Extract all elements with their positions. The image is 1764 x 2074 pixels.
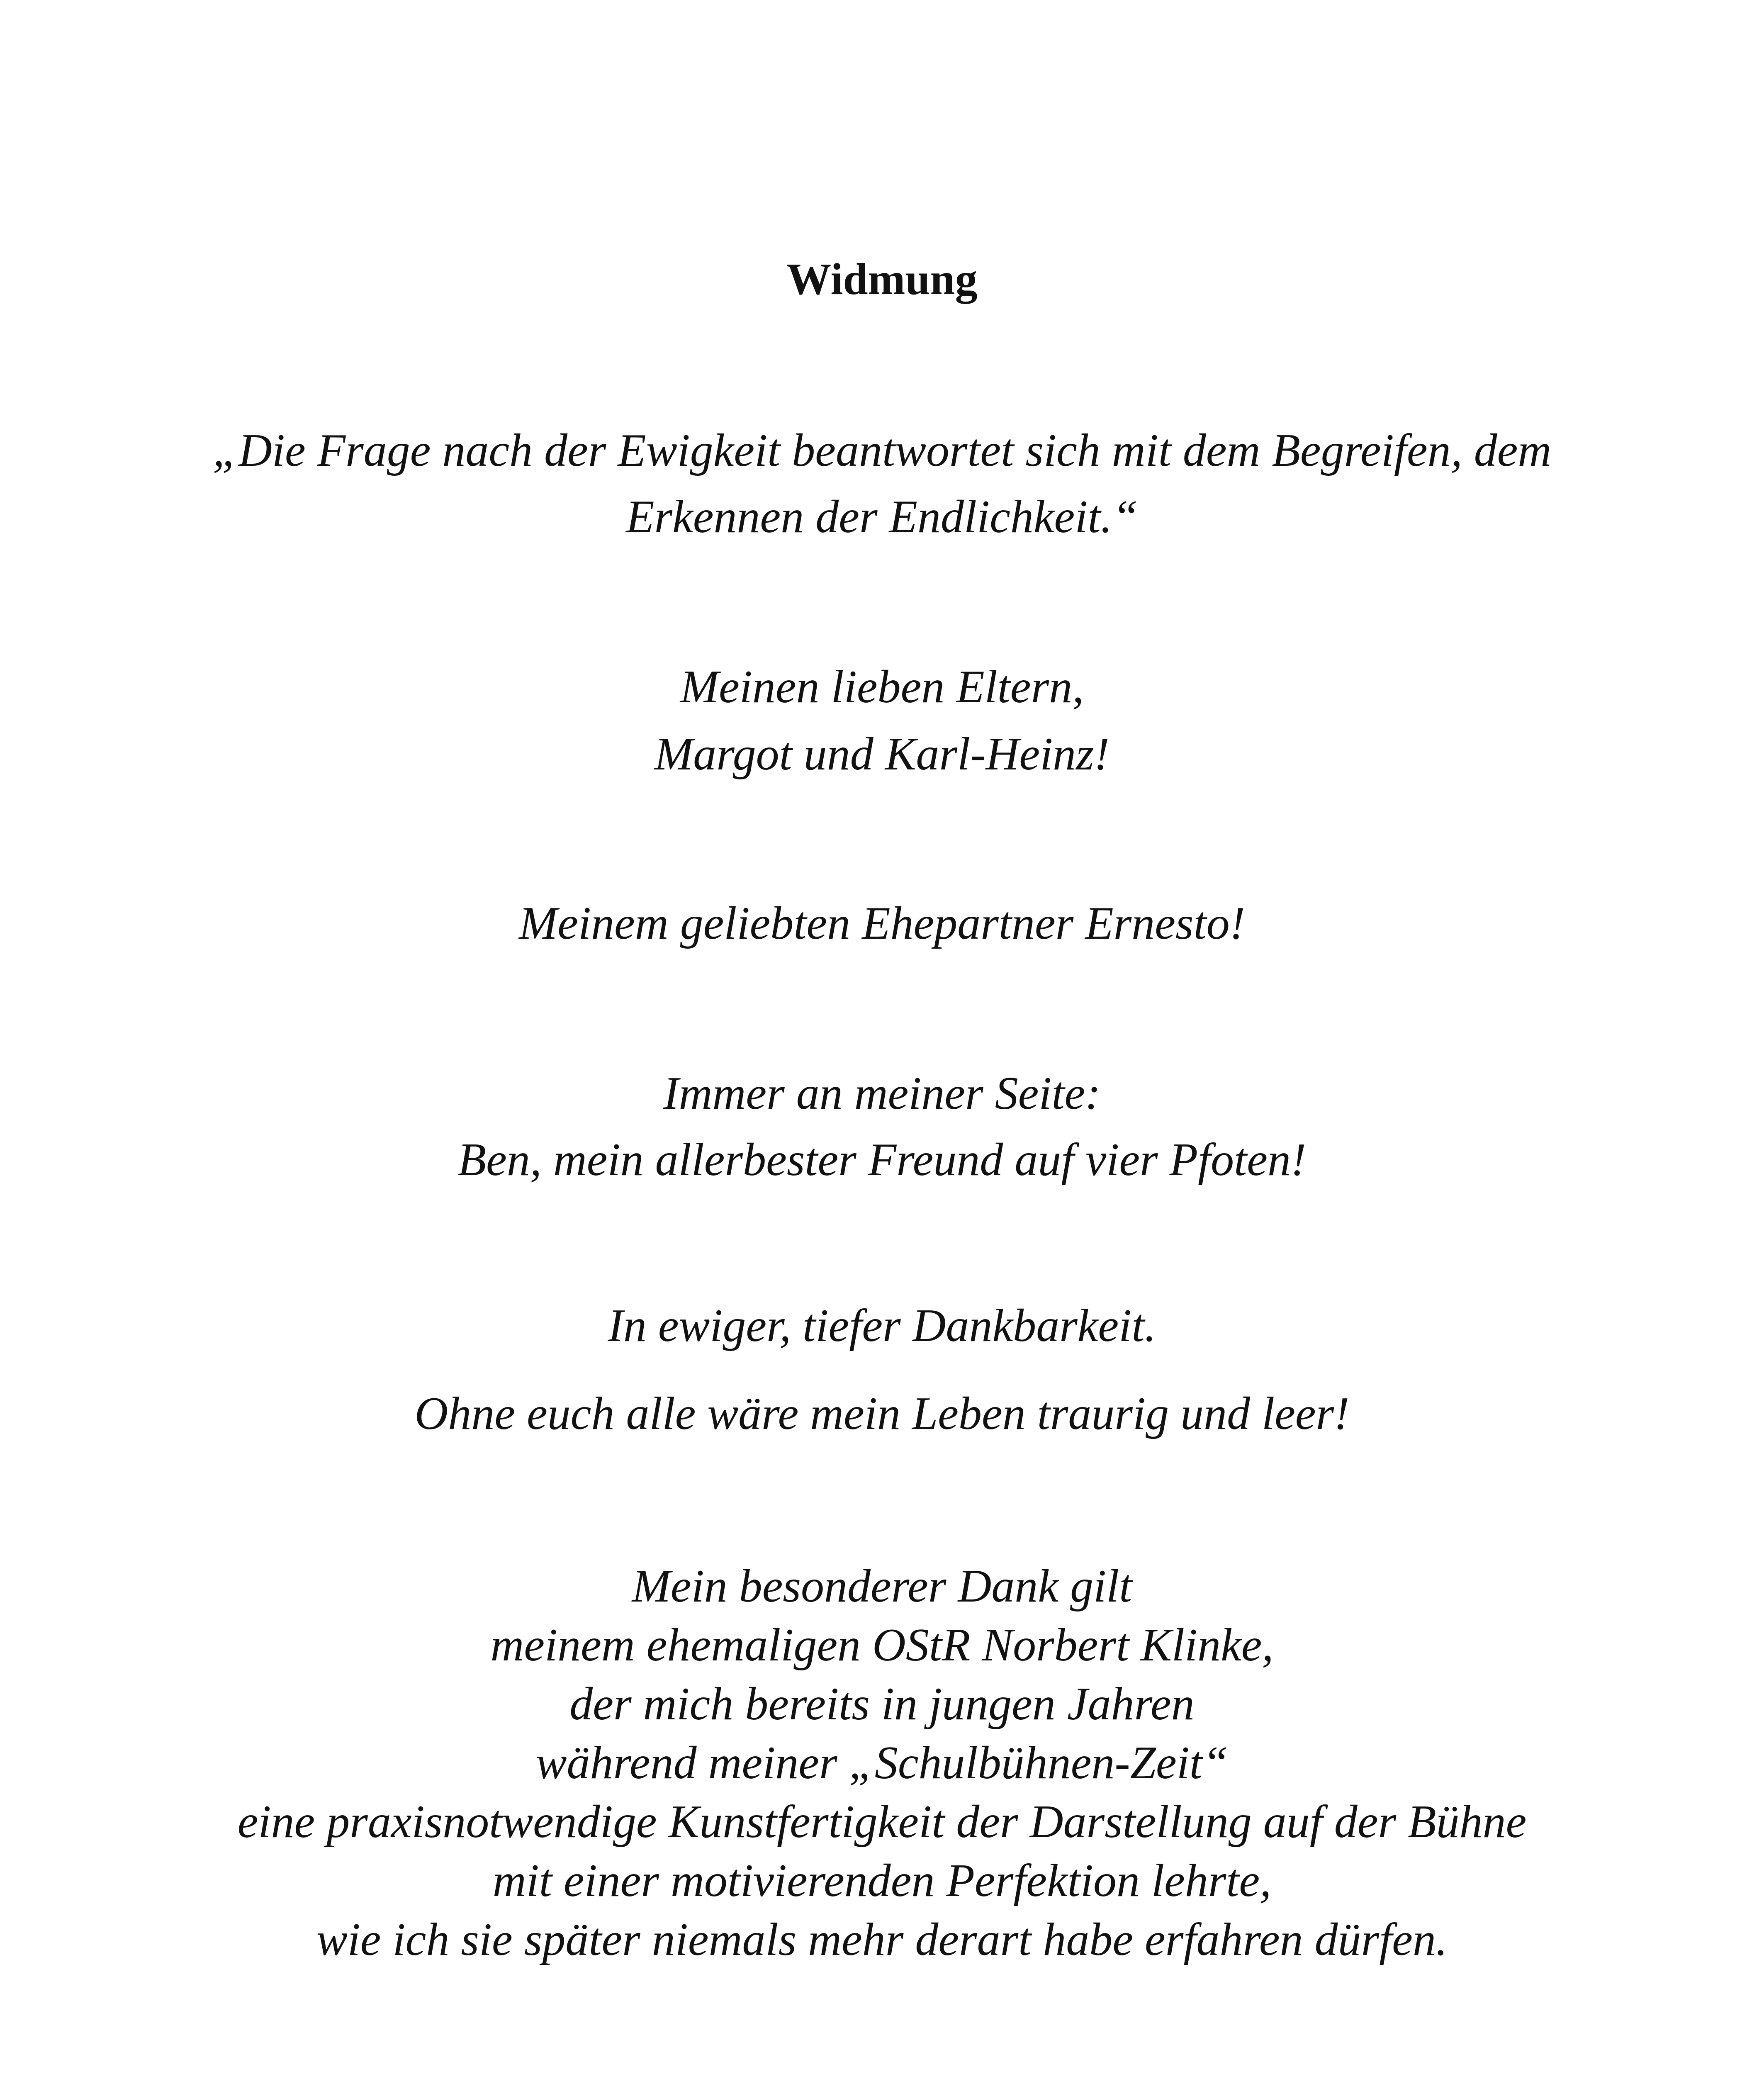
- special-thanks-line: der mich bereits in jungen Jahren: [569, 1678, 1195, 1730]
- gratitude-line-2: Ohne euch alle wäre mein Leben traurig und leer!: [414, 1388, 1350, 1439]
- special-thanks-line: eine praxisnotwendige Kunstfertigkeit der Darstellung auf der Bühne: [237, 1796, 1527, 1848]
- special-thanks-line: meinem ehemaligen OStR Norbert Klinke,: [490, 1619, 1274, 1671]
- dog-line-1: Immer an meiner Seite:: [663, 1068, 1101, 1119]
- special-thanks-line: mit einer motivierenden Perfektion lehrte,: [492, 1855, 1272, 1906]
- special-thanks-line: Mein besonderer Dank gilt: [632, 1560, 1132, 1612]
- dog-line-2: Ben, mein allerbester Freund auf vier Pfoten!: [457, 1134, 1307, 1185]
- page-title: Widmung: [786, 255, 978, 304]
- quote-line-2: Erkennen der Endlichkeit.“: [626, 491, 1138, 543]
- quote-line-1: „Die Frage nach der Ewigkeit beantwortet sich mit dem Begreifen, dem: [212, 425, 1552, 476]
- parents-line-1: Meinen lieben Eltern,: [680, 661, 1084, 713]
- parents-line-2: Margot und Karl-Heinz!: [654, 728, 1110, 780]
- special-thanks-line: wie ich sie später niemals mehr derart habe erfahren dürfen.: [316, 1914, 1448, 1965]
- special-thanks-line: während meiner „Schulbühnen-Zeit“: [535, 1737, 1229, 1789]
- gratitude-line-1: In ewiger, tiefer Dankbarkeit.: [608, 1300, 1156, 1351]
- partner-line: Meinem geliebten Ehepartner Ernesto!: [518, 898, 1246, 949]
